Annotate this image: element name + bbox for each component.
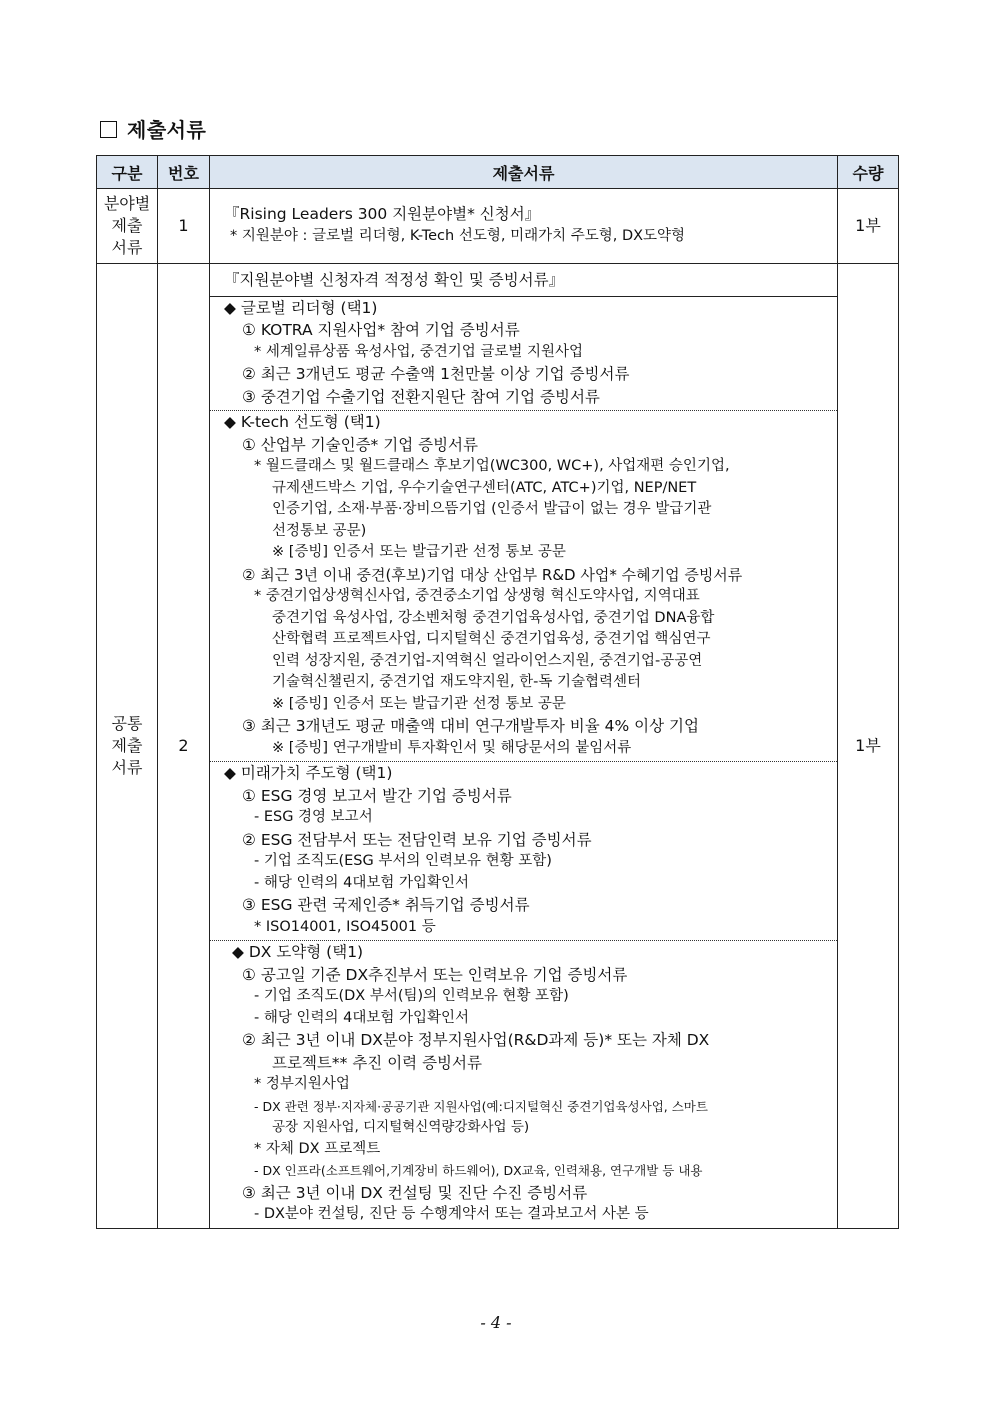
future-value-block bbox=[210, 762, 837, 941]
ktech-heading: ◆ K-tech 선도형 (택1) bbox=[224, 413, 381, 431]
intro-title: 『지원분야별 신청자격 적정성 확인 및 증빙서류』 bbox=[224, 271, 565, 289]
intro-block bbox=[210, 264, 837, 297]
list-item: 기술혁신챌린지, 중견기업 재도약지원, 한-독 기술협력센터 bbox=[272, 674, 642, 690]
list-item: 프로젝트** 추진 이력 증빙서류 bbox=[272, 1053, 482, 1072]
list-item: 인력 성장지원, 중견기업-지역혁신 얼라이언스지원, 중견기업-공공연 bbox=[272, 652, 703, 669]
future-heading: ◆ 미래가치 주도형 (택1) bbox=[224, 764, 393, 782]
list-item: - 기업 조직도(ESG 부서의 인력보유 현황 포함) bbox=[254, 853, 552, 869]
list-item: * 세계일류상품 육성사업, 중견기업 글로벌 지원사업 bbox=[254, 343, 584, 360]
row2-quantity: 1부 bbox=[838, 264, 899, 1229]
list-item: * 월드클래스 및 월드클래스 후보기업(WC300, WC+), 사업재편 승인기업, bbox=[254, 458, 730, 474]
list-item: ③ 중견기업 수출기업 전환지원단 참여 기업 증빙서류 bbox=[242, 387, 600, 406]
list-item: - ESG 경영 보고서 bbox=[254, 809, 373, 825]
list-item: * ISO14001, ISO45001 등 bbox=[254, 918, 436, 935]
page-number: - 4 - bbox=[480, 1313, 512, 1332]
row1-number: 1 bbox=[158, 189, 210, 264]
list-item: * 중견기업상생혁신사업, 중견중소기업 상생형 혁신도약사업, 지역대표 bbox=[254, 588, 700, 604]
dx-heading: ◆ DX 도약형 (택1) bbox=[232, 943, 364, 961]
list-item: 선정통보 공문) bbox=[272, 522, 367, 539]
list-item: 인증기업, 소재·부품·장비으뜸기업 (인증서 발급이 없는 경우 발급기관 bbox=[272, 501, 712, 517]
list-item: ③ ESG 관련 국제인증* 취득기업 증빙서류 bbox=[242, 896, 530, 914]
list-item: ① KOTRA 지원사업* 참여 기업 증빙서류 bbox=[242, 321, 520, 339]
list-item: - 기업 조직도(DX 부서(팀)의 인력보유 현황 포함) bbox=[254, 988, 569, 1004]
list-item: ※ [증빙] 연구개발비 투자확인서 및 해당문서의 붙임서류 bbox=[272, 739, 632, 756]
ktech-block bbox=[210, 411, 837, 762]
table-row bbox=[97, 189, 899, 264]
row2-category: 공통 제출 서류 bbox=[97, 264, 158, 1229]
list-item: ① 공고일 기준 DX추진부서 또는 인력보유 기업 증빙서류 bbox=[242, 965, 628, 984]
row1-documents bbox=[210, 189, 838, 264]
submission-documents-table bbox=[96, 155, 899, 1229]
list-item: ② 최근 3개년도 평균 수출액 1천만불 이상 기업 증빙서류 bbox=[242, 365, 630, 383]
row1-category: 분야별 제출 서류 bbox=[97, 189, 158, 264]
checkbox-square-icon bbox=[100, 121, 117, 138]
row1-doc-title: 『Rising Leaders 300 지원분야별* 신청서』 bbox=[224, 205, 541, 223]
table-row bbox=[97, 264, 899, 1229]
header-number: 번호 bbox=[158, 156, 210, 189]
list-item: ① ESG 경영 보고서 발간 기업 증빙서류 bbox=[242, 786, 512, 805]
list-item: * 정부지원사업 bbox=[254, 1076, 350, 1092]
list-item: * 자체 DX 프로젝트 bbox=[254, 1140, 381, 1157]
list-item: 산학협력 프로젝트사업, 디지털혁신 중견기업육성, 중견기업 핵심연구 bbox=[272, 631, 711, 647]
row2-documents bbox=[210, 264, 838, 1229]
list-item: ③ 최근 3개년도 평균 매출액 대비 연구개발투자 비율 4% 이상 기업 bbox=[242, 717, 699, 735]
list-item: ② 최근 3년 이내 중견(후보)기업 대상 산업부 R&D 사업* 수혜기업 증빙서류 bbox=[242, 565, 743, 584]
header-row bbox=[97, 156, 899, 189]
list-item: - 해당 인력의 4대보험 가입확인서 bbox=[254, 874, 469, 891]
list-item: - 해당 인력의 4대보험 가입확인서 bbox=[254, 1009, 469, 1026]
global-leader-block bbox=[210, 297, 837, 412]
header-quantity: 수량 bbox=[838, 156, 899, 189]
row1-quantity: 1부 bbox=[838, 189, 899, 264]
header-documents: 제출서류 bbox=[210, 156, 838, 189]
list-item: 중견기업 육성사업, 강소벤처형 중견기업육성사업, 중견기업 DNA융합 bbox=[272, 609, 715, 626]
row1-doc-note: * 지원분야 : 글로벌 리더형, K-Tech 선도형, 미래가치 주도형, DX도약형 bbox=[230, 228, 686, 244]
list-item: - DX분야 컨설팅, 진단 등 수행계약서 또는 결과보고서 사본 등 bbox=[254, 1206, 649, 1222]
list-item: ② 최근 3년 이내 DX분야 정부지원사업(R&D과제 등)* 또는 자체 DX bbox=[242, 1031, 710, 1049]
list-item: ③ 최근 3년 이내 DX 컨설팅 및 진단 수진 증빙서류 bbox=[242, 1183, 588, 1202]
global-heading: ◆ 글로벌 리더형 (택1) bbox=[224, 298, 378, 317]
section-title bbox=[100, 114, 206, 143]
list-item: 규제샌드박스 기업, 우수기술연구센터(ATC, ATC+)기업, NEP/NET bbox=[272, 479, 697, 496]
row2-number: 2 bbox=[158, 264, 210, 1229]
list-item: ② ESG 전담부서 또는 전담인력 보유 기업 증빙서류 bbox=[242, 830, 592, 849]
list-item: ※ [증빙] 인증서 또는 발급기관 선정 통보 공문 bbox=[272, 544, 566, 560]
header-category: 구분 bbox=[97, 156, 158, 189]
list-item: - DX 관련 정부·지자체·공공기관 지원사업(예:디지털혁신 중견기업육성사업, 스마트 bbox=[254, 1098, 708, 1114]
list-item: ※ [증빙] 인증서 또는 발급기관 선정 통보 공문 bbox=[272, 695, 566, 712]
list-item: ① 산업부 기술인증* 기업 증빙서류 bbox=[242, 435, 479, 454]
list-item: 공장 지원사업, 디지털혁신역량강화사업 등) bbox=[272, 1119, 530, 1135]
dx-block bbox=[210, 941, 837, 1228]
list-item: - DX 인프라(소프트웨어,기계장비 하드웨어), DX교육, 인력채용, 연구개발 등 내용 bbox=[254, 1163, 703, 1178]
section-title-text: 제출서류 bbox=[127, 118, 207, 142]
